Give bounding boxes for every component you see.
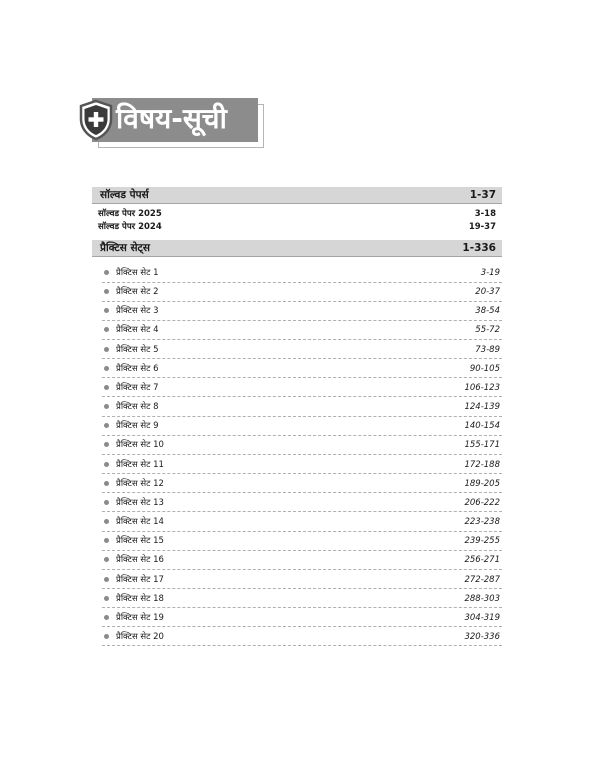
bullet-icon <box>104 347 109 352</box>
list-item <box>102 532 502 551</box>
item-name: सॉल्वड पेपर 2024 <box>98 222 162 232</box>
list-item <box>102 341 502 360</box>
bullet-icon <box>104 308 109 313</box>
list-item <box>102 398 502 417</box>
item-pages: 55-72 <box>475 325 500 336</box>
item-pages: 223-238 <box>464 517 500 528</box>
section-header-solved-papers <box>92 187 502 204</box>
item-name: प्रैक्टिस सेट 20 <box>116 631 164 642</box>
list-item <box>102 360 502 379</box>
page-title: विषय-सूची <box>116 102 227 135</box>
bullet-icon <box>104 557 109 562</box>
section-title: प्रैक्टिस सेट्स <box>100 242 150 254</box>
item-pages: 3-18 <box>474 209 496 219</box>
list-item <box>102 379 502 398</box>
item-name: प्रैक्टिस सेट 3 <box>116 306 159 317</box>
bullet-icon <box>104 519 109 524</box>
item-name: प्रैक्टिस सेट 17 <box>116 574 164 585</box>
item-name: प्रैक्टिस सेट 12 <box>116 478 164 489</box>
item-name: प्रैक्टिस सेट 4 <box>116 325 159 336</box>
list-item <box>102 590 502 609</box>
list-item <box>102 551 502 570</box>
item-name: प्रैक्टिस सेट 8 <box>116 402 159 413</box>
item-pages: 288-303 <box>464 593 500 604</box>
item-name: सॉल्वड पेपर 2025 <box>98 209 162 219</box>
list-item <box>102 571 502 590</box>
item-name: प्रैक्टिस सेट 6 <box>116 363 159 374</box>
shield-plus-icon <box>78 99 114 141</box>
item-pages: 20-37 <box>475 287 500 298</box>
item-name: प्रैक्टिस सेट 15 <box>116 536 164 547</box>
bullet-icon <box>104 270 109 275</box>
item-pages: 239-255 <box>464 536 500 547</box>
section-pages: 1-37 <box>469 189 496 201</box>
item-pages: 3-19 <box>480 268 500 278</box>
item-name: प्रैक्टिस सेट 19 <box>116 612 164 623</box>
list-item <box>102 417 502 436</box>
bullet-icon <box>104 404 109 409</box>
list-item <box>92 221 502 233</box>
list-item <box>102 456 502 475</box>
item-pages: 172-188 <box>464 459 500 470</box>
item-name: प्रैक्टिस सेट 16 <box>116 555 164 566</box>
item-pages: 90-105 <box>469 363 500 374</box>
list-item <box>102 513 502 532</box>
bullet-icon <box>104 538 109 543</box>
bullet-icon <box>104 634 109 639</box>
bullet-icon <box>104 423 109 428</box>
item-name: प्रैक्टिस सेट 11 <box>116 459 164 470</box>
item-pages: 320-336 <box>464 631 500 642</box>
item-pages: 304-319 <box>464 612 500 623</box>
item-name: प्रैक्टिस सेट 9 <box>116 421 159 432</box>
list-item <box>102 302 502 321</box>
item-pages: 73-89 <box>475 344 500 355</box>
list-item <box>102 436 502 455</box>
bullet-icon <box>104 577 109 582</box>
bullet-icon <box>104 615 109 620</box>
item-pages: 272-287 <box>464 574 500 585</box>
list-item <box>102 264 502 283</box>
item-name: प्रैक्टिस सेट 14 <box>116 517 164 528</box>
item-name: प्रैक्टिस सेट 1 <box>116 268 159 278</box>
bullet-icon <box>104 481 109 486</box>
list-item <box>102 494 502 513</box>
item-pages: 38-54 <box>475 306 500 317</box>
list-item <box>92 208 502 220</box>
list-item <box>102 609 502 628</box>
bullet-icon <box>104 462 109 467</box>
bullet-icon <box>104 385 109 390</box>
bullet-icon <box>104 596 109 601</box>
item-pages: 206-222 <box>464 497 500 508</box>
list-item <box>102 283 502 302</box>
section-title: सॉल्वड पेपर्स <box>100 189 149 201</box>
section-header-practice-sets <box>92 240 502 257</box>
item-pages: 124-139 <box>464 402 500 413</box>
bullet-icon <box>104 500 109 505</box>
item-name: प्रैक्टिस सेट 10 <box>116 440 164 451</box>
practice-set-list <box>102 264 502 647</box>
item-pages: 19-37 <box>468 222 496 232</box>
bullet-icon <box>104 366 109 371</box>
item-pages: 155-171 <box>464 440 500 451</box>
bullet-icon <box>104 327 109 332</box>
item-name: प्रैक्टिस सेट 2 <box>116 287 159 298</box>
section-pages: 1-336 <box>462 242 496 254</box>
item-pages: 140-154 <box>464 421 500 432</box>
item-pages: 189-205 <box>464 478 500 489</box>
item-pages: 256-271 <box>464 555 500 566</box>
item-name: प्रैक्टिस सेट 7 <box>116 382 159 393</box>
item-name: प्रैक्टिस सेट 18 <box>116 593 164 604</box>
item-pages: 106-123 <box>464 382 500 393</box>
bullet-icon <box>104 289 109 294</box>
item-name: प्रैक्टिस सेट 5 <box>116 344 159 355</box>
list-item <box>102 628 502 647</box>
list-item <box>102 475 502 494</box>
item-name: प्रैक्टिस सेट 13 <box>116 497 164 508</box>
list-item <box>102 321 502 340</box>
bullet-icon <box>104 442 109 447</box>
